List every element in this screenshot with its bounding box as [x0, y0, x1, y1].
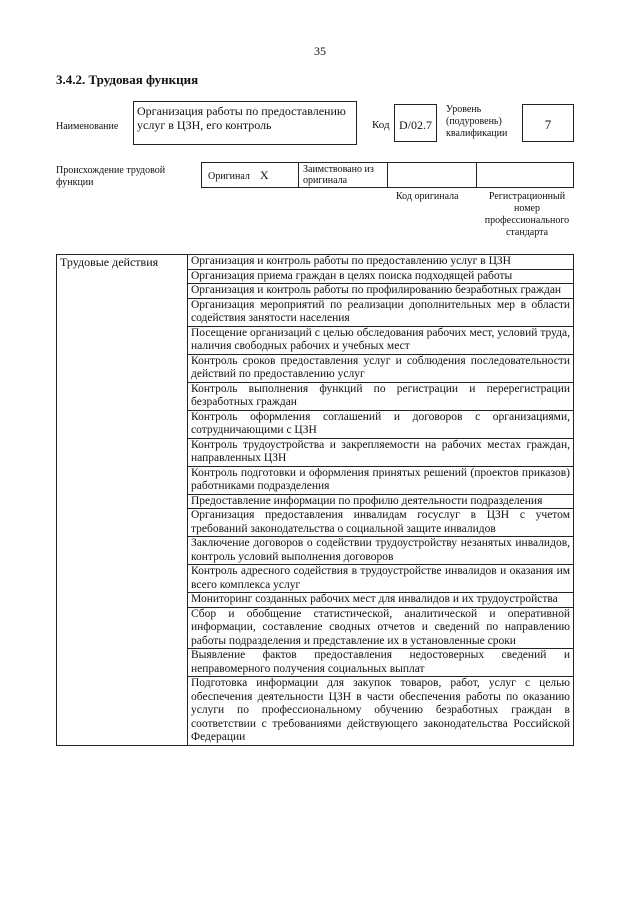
labor-action-item: Заключение договоров о содействии трудоустройству незанятых инвалидов, контроль условий выполнения договоров	[188, 537, 574, 565]
labor-action-item: Выявление фактов предоставления недостоверных сведений и неправомерного получения социальных выплат	[188, 649, 574, 677]
labor-action-item: Предоставление информации по профилю деятельности подразделения	[188, 494, 574, 509]
original-cell	[201, 162, 299, 188]
level-label: Уровень (подуровень) квалификации	[446, 104, 508, 139]
borrowed-cell: Заимствовано из оригинала	[298, 162, 388, 188]
labor-action-item: Организация и контроль работы по профилированию безработных граждан	[188, 284, 574, 299]
reg-number-cell	[476, 162, 574, 188]
reg-number-caption: Регистрационный номер профессионального стандарта	[484, 191, 570, 238]
labor-action-item: Контроль адресного содействия в трудоустройстве инвалидов и оказания им всего комплекса услуг	[188, 565, 574, 593]
labor-action-item: Контроль сроков предоставления услуг и соблюдения последовательности действий по предоставлению услуг	[188, 354, 574, 382]
labor-action-item: Посещение организаций с целью обследования рабочих мест, условий труда, наличия свободных рабочих и учебных мест	[188, 326, 574, 354]
function-name-field: Организация работы по предоставлению услуг в ЦЗН, его контроль	[133, 101, 357, 145]
code-field: D/02.7	[394, 104, 437, 142]
labor-action-item: Контроль выполнения функций по регистрации и перерегистрации безработных граждан	[188, 382, 574, 410]
code-label: Код	[372, 119, 390, 131]
name-label: Наименование	[56, 121, 119, 132]
labor-action-item: Контроль трудоустройства и закрепляемости на рабочих местах граждан, направленных ЦЗН	[188, 438, 574, 466]
labor-action-item: Организация предоставления инвалидам госуслуг в ЦЗН с учетом требований законодательства о социальной защите инвалидов	[188, 509, 574, 537]
labor-actions-heading: Трудовые действия	[57, 255, 188, 746]
labor-action-item: Контроль оформления соглашений и договоров с организациями, сотрудничающими с ЦЗН	[188, 410, 574, 438]
labor-action-item: Организация приема граждан в целях поиска подходящей работы	[188, 269, 574, 284]
labor-actions-table	[56, 254, 574, 746]
origin-label: Происхождение трудовой функции	[56, 165, 166, 188]
page-number: 35	[314, 44, 326, 58]
code-original-caption: Код оригинала	[396, 191, 459, 202]
labor-action-item: Контроль подготовки и оформления принятых решений (проектов приказов) работниками подразделения	[188, 466, 574, 494]
level-field: 7	[522, 104, 574, 142]
original-label: Оригинал	[208, 171, 250, 182]
labor-action-item: Организация мероприятий по реализации дополнительных мер в области содействия занятости населения	[188, 298, 574, 326]
labor-actions-body	[57, 255, 574, 746]
original-mark: X	[259, 168, 269, 182]
section-title: 3.4.2. Трудовая функция	[56, 72, 199, 87]
labor-action-item: Организация и контроль работы по предоставлению услуг в ЦЗН	[188, 255, 574, 270]
code-original-cell	[387, 162, 477, 188]
table-row	[57, 255, 574, 270]
labor-action-item: Подготовка информации для закупок товаров, работ, услуг с целью обеспечения деятельности ЦЗН в части обеспечения работы по оказанию услуги по профессиональному обучению безработных граждан в соответствии с требованиями действующего законодательства Российской Федерации	[188, 677, 574, 746]
labor-action-item: Мониторинг созданных рабочих мест для инвалидов и их трудоустройства	[188, 593, 574, 608]
labor-action-item: Сбор и обобщение статистической, аналитической и оперативной информации, составление сводных отчетов и сведений по направлению работы подразделения и представление их в установленные сроки	[188, 607, 574, 649]
